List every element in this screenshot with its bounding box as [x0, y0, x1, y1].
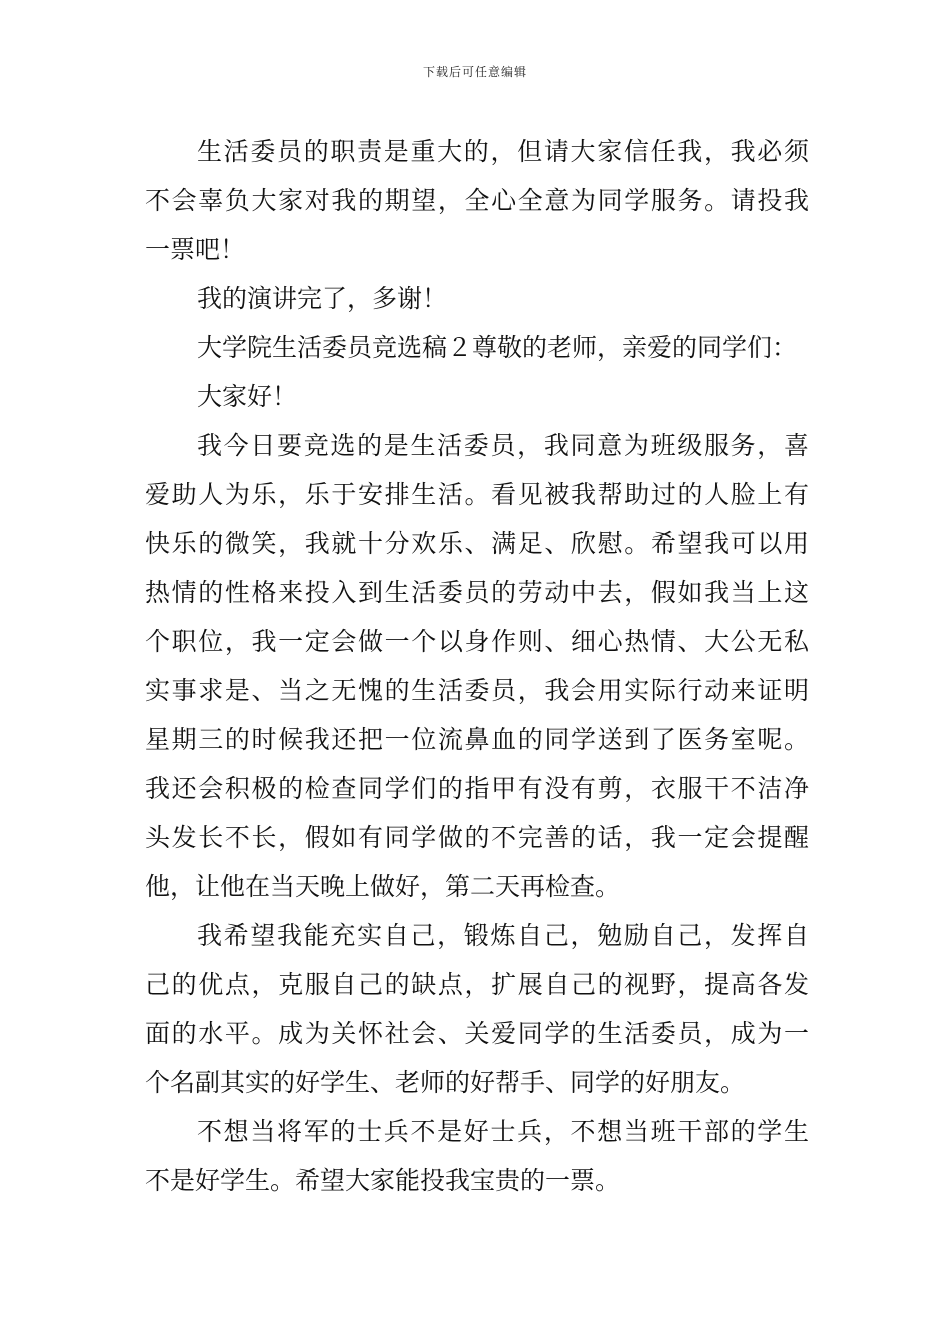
paragraph-2: [145, 274, 809, 323]
paragraph-3: [145, 323, 809, 372]
paragraph-line: 大学院生活委员竞选稿２尊敬的老师，亲爱的同学们：: [197, 333, 798, 362]
paragraph-7: [145, 1107, 809, 1205]
paragraph-5: [145, 421, 809, 911]
paragraph-line: 生活委员的职责是重大的，但请大家信任我，我必须: [197, 137, 809, 166]
paragraph-line: 不想当将军的士兵不是好士兵，不想当班干部的学生: [197, 1117, 809, 1146]
paragraph-line: 不会辜负大家对我的期望，全心全意为同学服务。请投我: [145, 186, 809, 215]
paragraph-line: 个名副其实的好学生、老师的好帮手、同学的好朋友。: [145, 1068, 746, 1097]
paragraph-4: [145, 372, 809, 421]
document-body: [145, 127, 809, 1205]
paragraph-line: 热情的性格来投入到生活委员的劳动中去，假如我当上这: [145, 578, 809, 607]
paragraph-line: 头发长不长，假如有同学做的不完善的话，我一定会提醒: [145, 823, 809, 852]
paragraph-line: 我的演讲完了，多谢！: [197, 284, 448, 313]
paragraph-line: 快乐的微笑，我就十分欢乐、满足、欣慰。希望我可以用: [145, 529, 809, 558]
paragraph-line: 我今日要竞选的是生活委员，我同意为班级服务，喜: [197, 431, 809, 460]
paragraph-line: 个职位，我一定会做一个以身作则、细心热情、大公无私: [145, 627, 809, 656]
paragraph-line: 一票吧！: [145, 235, 246, 264]
paragraph-line: 不是好学生。希望大家能投我宝贵的一票。: [145, 1166, 621, 1195]
page-header: 下载后可任意编辑: [422, 65, 527, 79]
paragraph-1: [145, 127, 809, 274]
paragraph-line: 己的优点，克服自己的缺点，扩展自己的视野，提高各发: [145, 970, 809, 999]
paragraph-line: 我还会积极的检查同学们的指甲有没有剪，衣服干不洁净: [145, 774, 809, 803]
paragraph-line: 实事求是、当之无愧的生活委员，我会用实际行动来证明: [145, 676, 809, 705]
paragraph-line: 大家好！: [197, 382, 298, 411]
paragraph-line: 面的水平。成为关怀社会、关爱同学的生活委员，成为一: [145, 1019, 809, 1048]
paragraph-line: 爱助人为乐，乐于安排生活。看见被我帮助过的人脸上有: [145, 480, 809, 509]
paragraph-line: 我希望我能充实自己，锻炼自己，勉励自己，发挥自: [197, 921, 809, 950]
paragraph-6: [145, 911, 809, 1107]
paragraph-line: 星期三的时候我还把一位流鼻血的同学送到了医务室呢。: [145, 725, 809, 754]
paragraph-line: 他，让他在当天晚上做好，第二天再检查。: [145, 872, 621, 901]
